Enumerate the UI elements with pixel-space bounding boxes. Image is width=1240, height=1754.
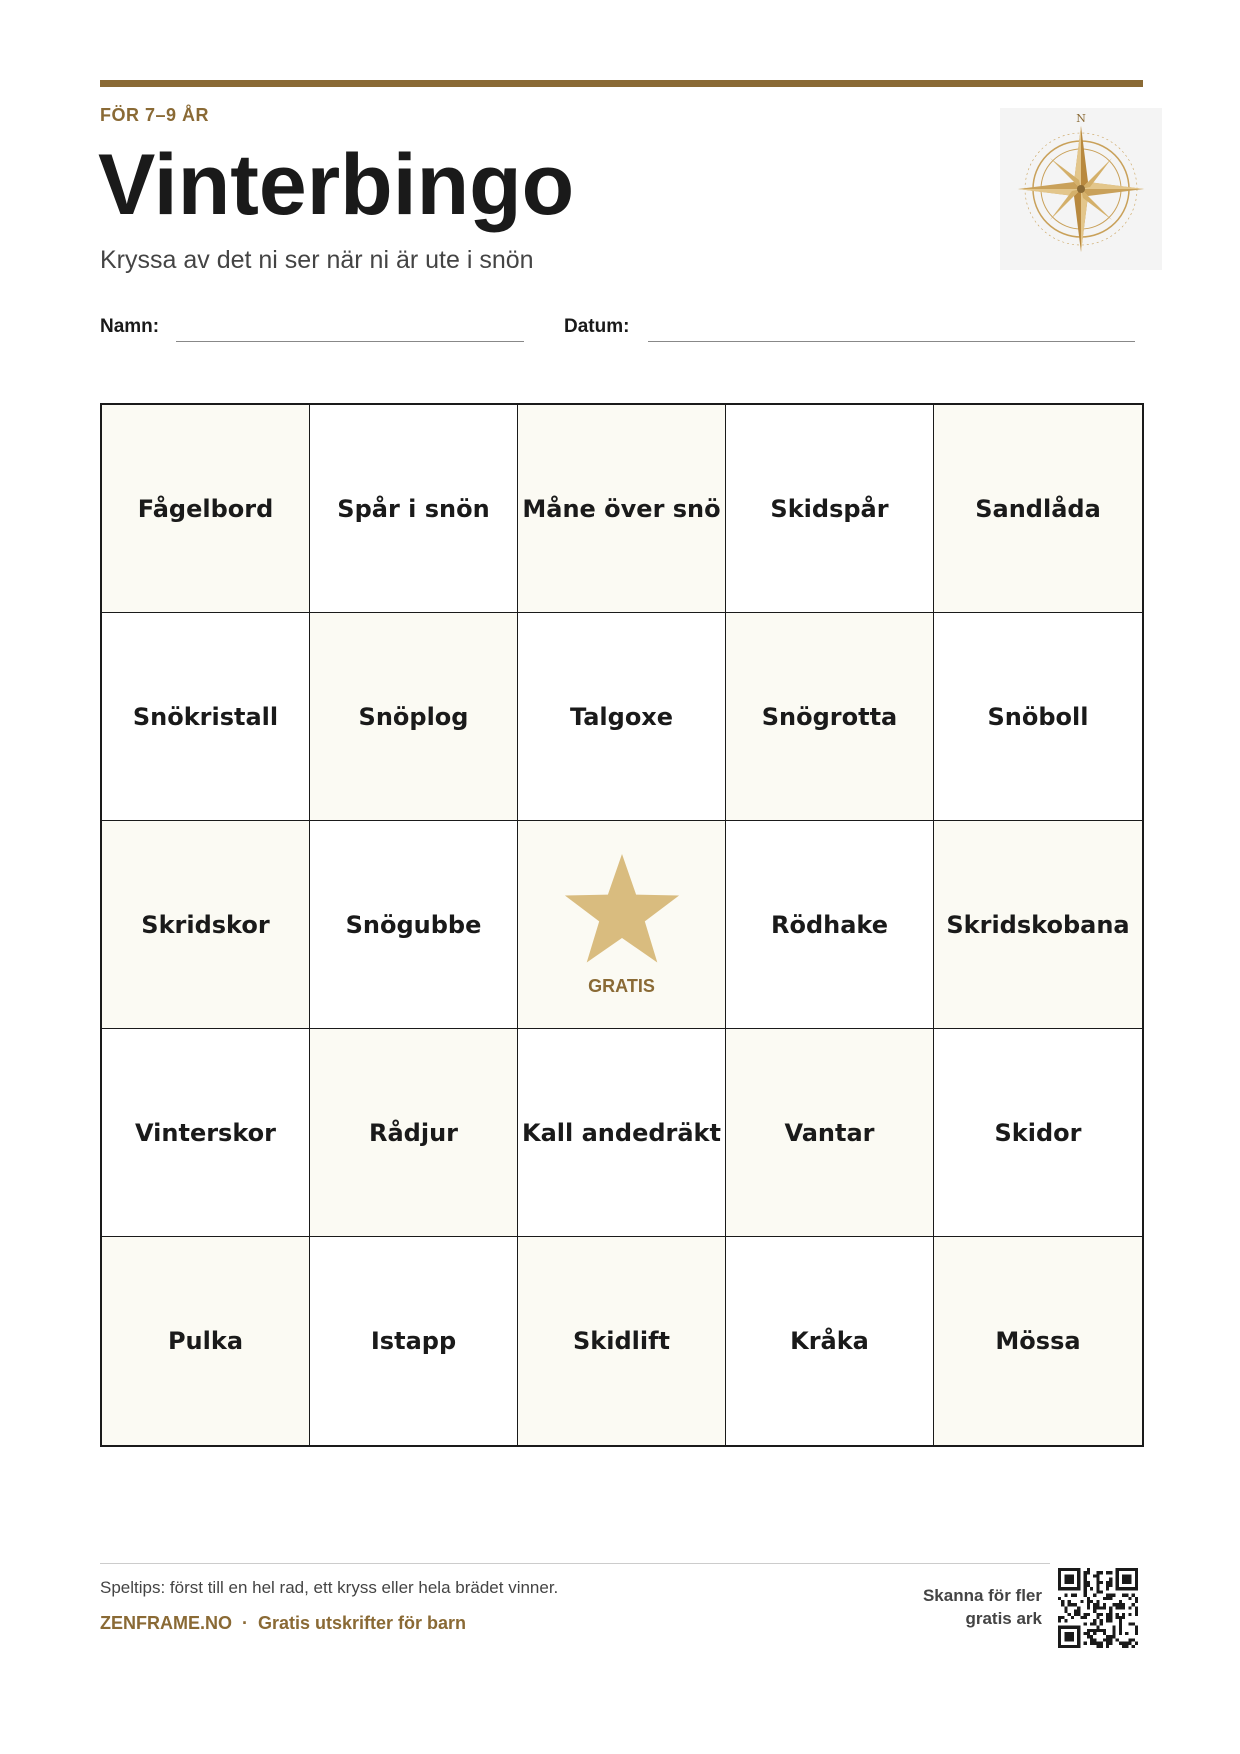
bingo-cell-label: Vantar bbox=[784, 1118, 875, 1147]
bingo-cell-label: Snöplog bbox=[358, 702, 469, 731]
bingo-cell-label: Pulka bbox=[167, 1327, 244, 1355]
bingo-cell-label: Måne över snö bbox=[522, 494, 721, 523]
free-label: GRATIS bbox=[588, 976, 655, 996]
bingo-cell-label: Vinterskor bbox=[135, 1118, 276, 1147]
footer-divider bbox=[100, 1563, 1050, 1564]
qr-code-icon[interactable] bbox=[1058, 1568, 1138, 1648]
svg-text:N: N bbox=[1076, 112, 1086, 125]
bingo-cell-label: Snögubbe bbox=[345, 910, 482, 939]
bingo-cell[interactable] bbox=[310, 821, 518, 1029]
compass-rose-icon bbox=[1000, 108, 1162, 270]
name-field[interactable] bbox=[176, 341, 524, 342]
bingo-cell-label: Kall andedräkt bbox=[522, 1118, 721, 1147]
bingo-cell[interactable] bbox=[102, 821, 310, 1029]
bingo-cell-label: Skidlift bbox=[572, 1327, 671, 1355]
bingo-cell-label: Skidor bbox=[994, 1118, 1082, 1147]
bingo-cell[interactable] bbox=[102, 1029, 310, 1237]
bingo-cell-label: Sandlåda bbox=[975, 494, 1101, 523]
bingo-cell[interactable] bbox=[934, 1029, 1142, 1237]
bingo-cell[interactable] bbox=[518, 1237, 726, 1445]
bingo-cell[interactable] bbox=[726, 1029, 934, 1237]
bingo-cell[interactable] bbox=[934, 1237, 1142, 1445]
scan-line-2: gratis ark bbox=[965, 1609, 1042, 1628]
bingo-cell[interactable] bbox=[310, 1029, 518, 1237]
bingo-cell-label: Rådjur bbox=[368, 1118, 458, 1147]
bingo-cell[interactable] bbox=[726, 1237, 934, 1445]
top-rule bbox=[100, 80, 1143, 87]
bingo-cell[interactable] bbox=[726, 405, 934, 613]
bingo-cell-label: Spår i snön bbox=[337, 494, 490, 523]
bingo-cell[interactable] bbox=[934, 821, 1142, 1029]
bingo-cell[interactable] bbox=[102, 613, 310, 821]
page-title: Vinterbingo bbox=[98, 137, 575, 233]
scan-line-1: Skanna för fler bbox=[922, 1586, 1042, 1605]
bingo-cell[interactable] bbox=[726, 821, 934, 1029]
bingo-cell[interactable] bbox=[310, 613, 518, 821]
bingo-cell-label: Skridskor bbox=[141, 910, 270, 939]
bingo-cell[interactable] bbox=[934, 405, 1142, 613]
scan-prompt bbox=[882, 1584, 1042, 1630]
brand-separator: · bbox=[242, 1613, 248, 1633]
bingo-board bbox=[100, 403, 1144, 1447]
brand-tagline: Gratis utskrifter för barn bbox=[258, 1613, 467, 1633]
date-field[interactable] bbox=[648, 341, 1135, 342]
bingo-cell-label: Kråka bbox=[790, 1327, 869, 1355]
game-tip: Speltips: först till en hel rad, ett kryss eller hela brädet vinner. bbox=[100, 1578, 559, 1597]
bingo-cell-label: Mössa bbox=[995, 1327, 1081, 1355]
bingo-cell[interactable] bbox=[518, 613, 726, 821]
bingo-cell[interactable] bbox=[310, 405, 518, 613]
bingo-cell-label: Rödhake bbox=[770, 910, 889, 939]
bingo-cell-label: Skidspår bbox=[770, 494, 889, 523]
bingo-cell[interactable] bbox=[934, 613, 1142, 821]
brand-name[interactable]: ZENFRAME.NO bbox=[100, 1613, 232, 1633]
bingo-cell-label: Snökristall bbox=[132, 702, 279, 731]
bingo-cell-label: Fågelbord bbox=[137, 494, 274, 523]
age-group-label: FÖR 7–9 ÅR bbox=[100, 105, 210, 125]
bingo-cell[interactable] bbox=[726, 613, 934, 821]
bingo-cell[interactable] bbox=[518, 1029, 726, 1237]
bingo-cell-label: Istapp bbox=[370, 1327, 457, 1355]
bingo-cell[interactable] bbox=[102, 1237, 310, 1445]
bingo-cell-label: Talgoxe bbox=[569, 702, 674, 731]
bingo-cell[interactable] bbox=[310, 1237, 518, 1445]
star-icon bbox=[560, 852, 684, 968]
bingo-cell[interactable] bbox=[518, 405, 726, 613]
bingo-cell-label: Snögrotta bbox=[761, 702, 898, 731]
name-label: Namn: bbox=[100, 316, 160, 337]
bingo-cell-free[interactable] bbox=[518, 821, 726, 1029]
bingo-cell[interactable] bbox=[102, 405, 310, 613]
date-label: Datum: bbox=[564, 316, 630, 337]
bingo-cell-label: Snöboll bbox=[987, 702, 1089, 731]
brand-line bbox=[100, 1613, 466, 1634]
page-subtitle: Kryssa av det ni ser när ni är ute i snön bbox=[100, 246, 534, 274]
bingo-cell-label: Skridskobana bbox=[946, 910, 1130, 939]
bingo-grid bbox=[102, 405, 1142, 1445]
